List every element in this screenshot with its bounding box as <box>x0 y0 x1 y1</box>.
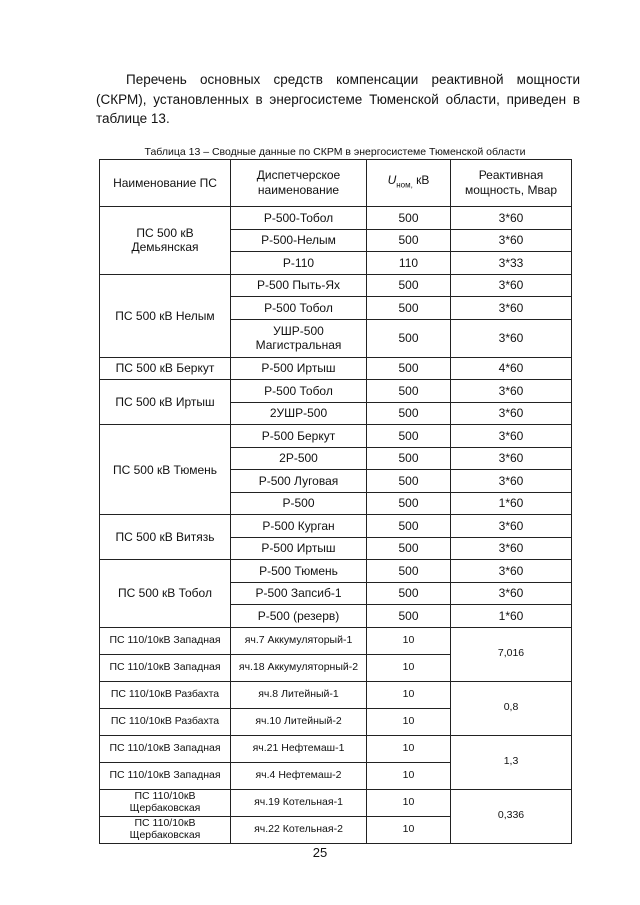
substation-cell: ПС 500 кВ Витязь <box>100 515 231 560</box>
dispatch-cell: Р-500 Пыть-Ях <box>231 274 367 297</box>
table-row <box>100 380 572 403</box>
voltage-cell: 500 <box>367 274 451 297</box>
voltage-cell: 110 <box>367 252 451 275</box>
dispatch-cell: яч.18 Аккумуляторный-2 <box>231 654 367 681</box>
power-cell: 1*60 <box>451 605 572 628</box>
substation-cell: ПС 500 кВ Беркут <box>100 357 231 380</box>
dispatch-cell: Р-500 Тобол <box>231 380 367 403</box>
voltage-cell: 10 <box>367 762 451 789</box>
dispatch-cell: яч.19 Котельная-1 <box>231 789 367 816</box>
voltage-cell: 500 <box>367 582 451 605</box>
voltage-cell: 500 <box>367 357 451 380</box>
dispatch-cell: яч.21 Нефтемаш-1 <box>231 735 367 762</box>
table-row <box>100 789 572 816</box>
dispatch-cell: Р-500 Беркут <box>231 425 367 448</box>
dispatch-cell: Р-500 Тюмень <box>231 560 367 583</box>
voltage-cell: 500 <box>367 515 451 538</box>
voltage-cell: 10 <box>367 681 451 708</box>
voltage-cell: 500 <box>367 207 451 230</box>
power-cell: 1*60 <box>451 492 572 515</box>
voltage-cell: 10 <box>367 654 451 681</box>
table-row <box>100 681 572 708</box>
power-cell: 3*60 <box>451 402 572 425</box>
dispatch-cell: Р-110 <box>231 252 367 275</box>
power-cell: 3*60 <box>451 560 572 583</box>
voltage-cell: 500 <box>367 492 451 515</box>
substation-cell: ПС 110/10кВ Западная <box>100 735 231 762</box>
substation-cell: ПС 110/10кВ Разбахта <box>100 681 231 708</box>
table-header-row <box>100 160 572 207</box>
dispatch-cell: Р-500 Иртыш <box>231 357 367 380</box>
power-cell: 3*33 <box>451 252 572 275</box>
dispatch-cell: Р-500 Иртыш <box>231 537 367 560</box>
voltage-subscript: ном, <box>396 180 413 190</box>
intro-paragraph <box>96 70 580 129</box>
voltage-cell: 500 <box>367 229 451 252</box>
power-cell: 3*60 <box>451 425 572 448</box>
power-cell: 0,336 <box>451 789 572 843</box>
voltage-cell: 500 <box>367 425 451 448</box>
substation-cell: ПС 110/10кВ Западная <box>100 654 231 681</box>
power-cell: 3*60 <box>451 537 572 560</box>
header-voltage <box>367 160 451 207</box>
voltage-cell: 10 <box>367 789 451 816</box>
dispatch-cell: Р-500 <box>231 492 367 515</box>
page-number: 25 <box>312 845 328 860</box>
dispatch-cell: яч.22 Котельная-2 <box>231 816 367 843</box>
dispatch-cell: Р-500-Нелым <box>231 229 367 252</box>
substation-cell: ПС 110/10кВ Западная <box>100 762 231 789</box>
table-row <box>100 357 572 380</box>
dispatch-cell: яч.7 Аккумуляторый-1 <box>231 627 367 654</box>
power-cell: 3*60 <box>451 447 572 470</box>
substation-cell: ПС 110/10кВ Щербаковская <box>100 789 231 816</box>
power-cell: 3*60 <box>451 297 572 320</box>
power-cell: 3*60 <box>451 207 572 230</box>
substation-cell: ПС 110/10кВ Западная <box>100 627 231 654</box>
power-cell: 4*60 <box>451 357 572 380</box>
power-cell: 3*60 <box>451 380 572 403</box>
dispatch-cell: Р-500 Курган <box>231 515 367 538</box>
dispatch-cell: Р-500 (резерв) <box>231 605 367 628</box>
power-cell: 0,8 <box>451 681 572 735</box>
dispatch-cell: Р-500 Запсиб-1 <box>231 582 367 605</box>
substation-cell: ПС 500 кВ Демьянская <box>100 207 231 275</box>
substation-cell: ПС 500 кВ Нелым <box>100 274 231 357</box>
dispatch-cell: УШР-500 Магистральная <box>231 319 367 357</box>
power-cell: 3*60 <box>451 229 572 252</box>
dispatch-cell: Р-500 Тобол <box>231 297 367 320</box>
voltage-cell: 500 <box>367 605 451 628</box>
dispatch-cell: яч.10 Литейный-2 <box>231 708 367 735</box>
table-row <box>100 560 572 583</box>
header-dispatch-name: Диспетчерское наименование <box>231 160 367 207</box>
power-cell: 3*60 <box>451 582 572 605</box>
substation-cell: ПС 110/10кВ Разбахта <box>100 708 231 735</box>
skrm-table <box>99 159 572 844</box>
voltage-cell: 500 <box>367 447 451 470</box>
power-cell: 3*60 <box>451 274 572 297</box>
table-row <box>100 207 572 230</box>
dispatch-cell: Р-500 Луговая <box>231 470 367 493</box>
voltage-cell: 500 <box>367 537 451 560</box>
power-cell: 3*60 <box>451 515 572 538</box>
voltage-cell: 10 <box>367 735 451 762</box>
dispatch-cell: яч.8 Литейный-1 <box>231 681 367 708</box>
dispatch-cell: яч.4 Нефтемаш-2 <box>231 762 367 789</box>
dispatch-cell: 2УШР-500 <box>231 402 367 425</box>
power-cell: 3*60 <box>451 319 572 357</box>
voltage-cell: 10 <box>367 816 451 843</box>
table-row <box>100 627 572 654</box>
voltage-cell: 500 <box>367 470 451 493</box>
header-reactive-power: Реактивная мощность, Мвар <box>451 160 572 207</box>
table-row <box>100 735 572 762</box>
power-cell: 1,3 <box>451 735 572 789</box>
power-cell: 7,016 <box>451 627 572 681</box>
substation-cell: ПС 500 кВ Тюмень <box>100 425 231 515</box>
voltage-cell: 500 <box>367 402 451 425</box>
substation-cell: ПС 500 кВ Тобол <box>100 560 231 628</box>
intro-text: Перечень основных средств компенсации реактивной мощности (СКРМ), установленных в энергосистеме Тюменской области, приведен в таблице 13. <box>96 72 580 126</box>
voltage-cell: 500 <box>367 560 451 583</box>
voltage-cell: 10 <box>367 708 451 735</box>
table-caption: Таблица 13 – Сводные данные по СКРМ в энергосистеме Тюменской области <box>144 146 526 158</box>
substation-cell: ПС 500 кВ Иртыш <box>100 380 231 425</box>
voltage-cell: 10 <box>367 627 451 654</box>
voltage-cell: 500 <box>367 319 451 357</box>
table-row <box>100 515 572 538</box>
dispatch-cell: Р-500-Тобол <box>231 207 367 230</box>
voltage-symbol: U <box>387 173 397 188</box>
substation-cell: ПС 110/10кВ Щербаковская <box>100 816 231 843</box>
voltage-unit: кВ <box>412 173 430 188</box>
power-cell: 3*60 <box>451 470 572 493</box>
header-substation: Наименование ПС <box>100 160 231 207</box>
dispatch-cell: 2Р-500 <box>231 447 367 470</box>
table-row <box>100 425 572 448</box>
voltage-cell: 500 <box>367 380 451 403</box>
table-row <box>100 274 572 297</box>
voltage-cell: 500 <box>367 297 451 320</box>
